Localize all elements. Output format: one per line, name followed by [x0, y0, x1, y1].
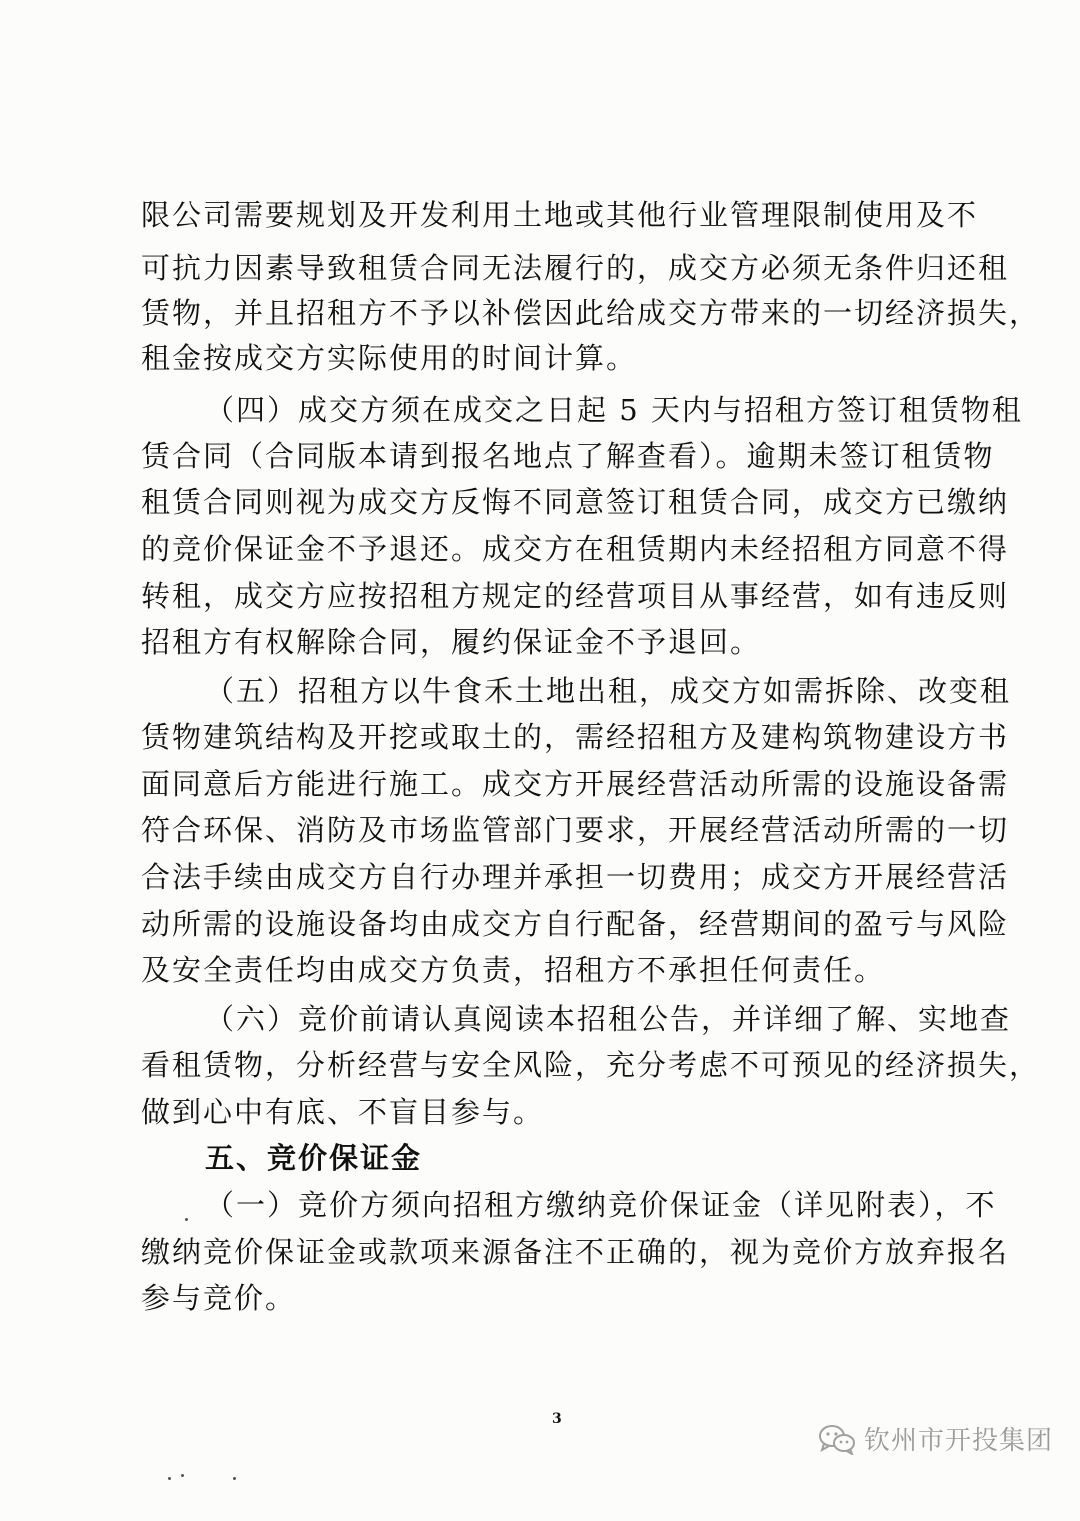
section-heading: 五、竞价保证金	[205, 1141, 423, 1175]
scan-speck	[185, 1218, 188, 1221]
body-line: 符合环保、消防及市场监管部门要求，开展经营活动所需的一切	[141, 813, 1010, 847]
wechat-icon	[818, 1423, 856, 1455]
body-line: 动所需的设施设备均由成交方自行配备，经营期间的盈亏与风险	[141, 907, 1010, 941]
body-line: 赁合同（合同版本请到报名地点了解查看）。逾期未签订租赁物	[141, 439, 995, 473]
body-line: 参与竞价。	[141, 1281, 297, 1315]
page-number: 3	[552, 1411, 562, 1427]
body-line: 可抗力因素导致租赁合同无法履行的，成交方必须无条件归还租	[141, 251, 1010, 285]
scan-speck	[181, 1474, 184, 1477]
body-line: 限公司需要规划及开发利用土地或其他行业管理限制使用及不	[141, 198, 979, 232]
watermark	[818, 1420, 1053, 1457]
scan-speck	[233, 1477, 236, 1480]
body-line: 转租，成交方应按招租方规定的经营项目从事经营，如有违反则	[141, 579, 1010, 613]
watermark-text: 钦州市开投集团	[864, 1426, 1054, 1456]
body-line: 看租赁物，分析经营与安全风险，充分考虑不可预见的经济损失，	[141, 1048, 1041, 1082]
paragraph-start-line: （六）竞价前请认真阅读本招租公告，并详细了解、实地查	[205, 1002, 1012, 1036]
body-line: 做到心中有底、不盲目参与。	[141, 1095, 545, 1129]
body-line: 租赁合同则视为成交方反悔不同意签订租赁合同，成交方已缴纳	[141, 485, 1010, 519]
body-line: 的竞价保证金不予退还。成交方在租赁期内未经招租方同意不得	[141, 532, 1010, 566]
body-line: 招租方有权解除合同，履约保证金不予退回。	[141, 625, 762, 659]
paragraph-start-line: （一）竞价方须向招租方缴纳竞价保证金（详见附表），不	[205, 1188, 997, 1222]
body-line: 缴纳竞价保证金或款项来源备注不正确的，视为竞价方放弃报名	[141, 1235, 1010, 1269]
body-line: 租金按成交方实际使用的时间计算。	[141, 341, 638, 375]
paragraph-start-line: （四）成交方须在成交之日起 5 天内与招租方签订租赁物租	[205, 393, 1023, 427]
body-line: 及安全责任均由成交方负责，招租方不承担任何责任。	[141, 953, 886, 987]
body-line: 面同意后方能进行施工。成交方开展经营活动所需的设施设备需	[141, 767, 1010, 801]
body-line: 赁物建筑结构及开挖或取土的，需经招租方及建构筑物建设方书	[141, 720, 1010, 754]
body-line: 合法手续由成交方自行办理并承担一切费用；成交方开展经营活	[141, 860, 1010, 894]
paragraph-start-line: （五）招租方以牛食禾土地出租，成交方如需拆除、改变租	[205, 674, 1012, 708]
scan-speck	[168, 1477, 171, 1480]
body-line: 赁物，并且招租方不予以补偿因此给成交方带来的一切经济损失，	[141, 296, 1041, 330]
